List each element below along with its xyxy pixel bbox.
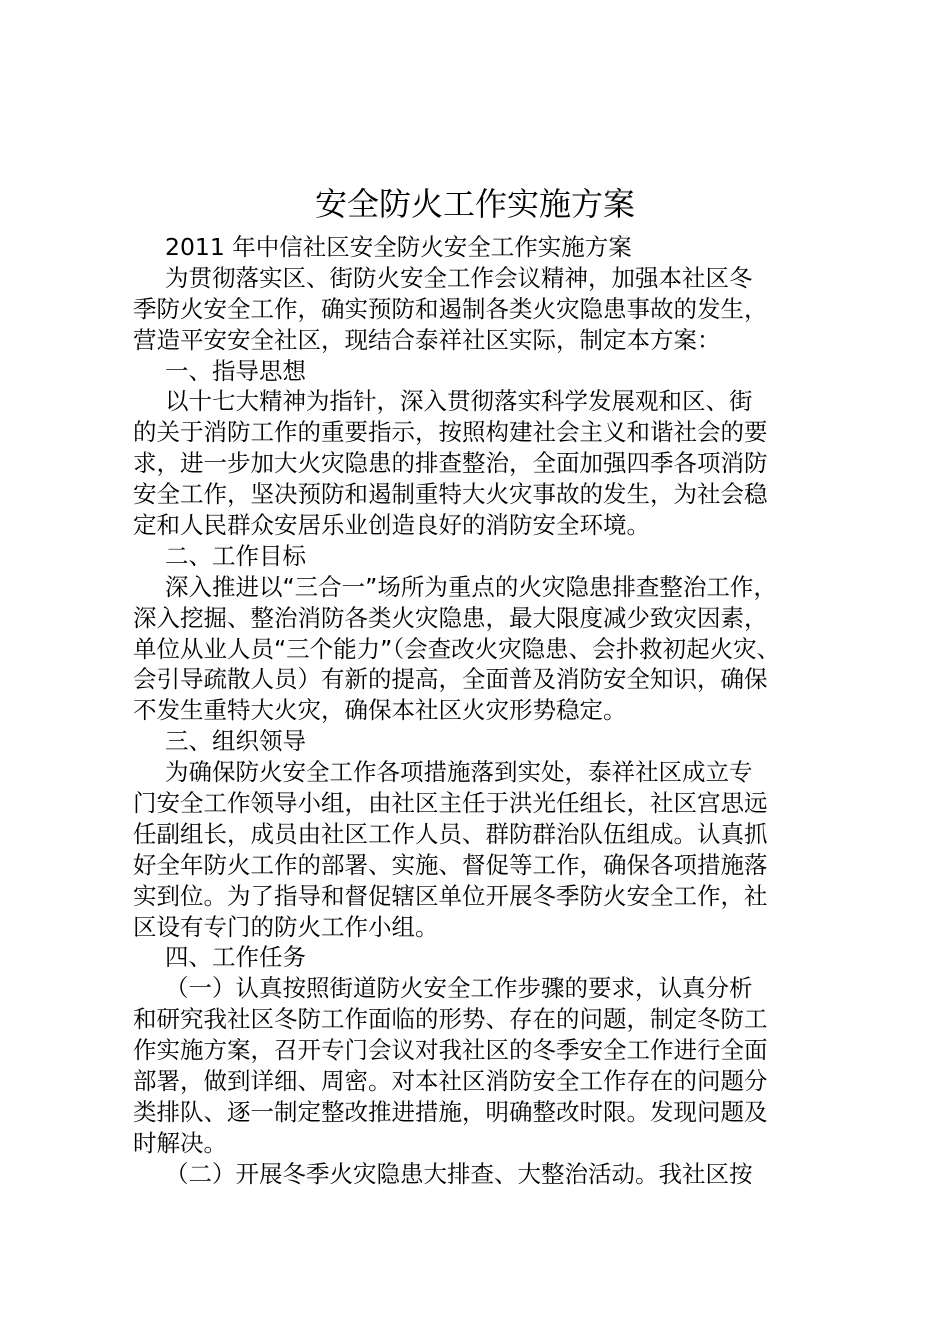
text-line: 营造平安安全社区，现结合泰祥社区实际，制定本方案：	[133, 325, 721, 354]
text-line: 一、指导思想	[165, 356, 306, 385]
text-line: 深入推进以“三合一”场所为重点的火灾隐患排查整治工作，	[165, 572, 777, 601]
text-line: 不发生重特大火灾，确保本社区火灾形势稳定。	[133, 696, 627, 725]
text-line: 的关于消防工作的重要指示，按照构建社会主义和谐社会的要	[133, 418, 768, 447]
text-line: 实到位。为了指导和督促辖区单位开展冬季防火安全工作，社	[133, 881, 768, 910]
text-line: 门安全工作领导小组，由社区主任于洪光任组长，社区宫思远	[133, 789, 768, 818]
text-line: 作实施方案，召开专门会议对我社区的冬季安全工作进行全面	[133, 1036, 768, 1065]
text-line: 安全工作，坚决预防和遏制重特大火灾事故的发生，为社会稳	[133, 480, 768, 509]
text-line: 二、工作目标	[165, 541, 306, 570]
document-title: 安全防火工作实施方案	[314, 185, 635, 223]
text-line: 单位从业人员“三个能力”（会查改火灾隐患、会扑救初起火灾、	[133, 634, 781, 663]
text-line: 三、组织领导	[165, 727, 306, 756]
document-body	[133, 232, 833, 1190]
text-line: 和研究我社区冬防工作面临的形势、存在的问题，制定冬防工	[133, 1005, 768, 1034]
text-line: 任副组长，成员由社区工作人员、群防群治队伍组成。认真抓	[133, 819, 768, 848]
text-line: 深入挖掘、整治消防各类火灾隐患，最大限度减少致灾因素，	[133, 603, 768, 632]
text-line: 会引导疏散人员）有新的提高，全面普及消防安全知识，确保	[133, 665, 768, 694]
text-line: 2011 年中信社区安全防火安全工作实施方案	[165, 233, 632, 261]
text-line: 四、工作任务	[165, 943, 306, 972]
text-line: （一）认真按照街道防火安全工作步骤的要求，认真分析	[165, 974, 753, 1003]
text-line: 以十七大精神为指针，深入贯彻落实科学发展观和区、街	[165, 387, 753, 416]
text-line: 部署，做到详细、周密。对本社区消防安全工作存在的问题分	[133, 1067, 768, 1096]
text-line: 为贯彻落实区、街防火安全工作会议精神，加强本社区冬	[165, 263, 753, 292]
text-line: 为确保防火安全工作各项措施落到实处，泰祥社区成立专	[165, 758, 753, 787]
text-line: （二）开展冬季火灾隐患大排查、大整治活动。我社区按	[165, 1159, 753, 1188]
text-line: 时解决。	[133, 1128, 227, 1157]
text-line: 定和人民群众安居乐业创造良好的消防安全环境。	[133, 511, 650, 540]
text-line: 类排队、逐一制定整改推进措施，明确整改时限。发现问题及	[133, 1097, 768, 1126]
text-line: 好全年防火工作的部署、实施、督促等工作，确保各项措施落	[133, 850, 768, 879]
text-line: 季防火安全工作，确实预防和遏制各类火灾隐患事故的发生，	[133, 294, 768, 323]
text-line: 区设有专门的防火工作小组。	[133, 912, 439, 941]
text-line: 求，进一步加大火灾隐患的排查整治，全面加强四季各项消防	[133, 449, 768, 478]
